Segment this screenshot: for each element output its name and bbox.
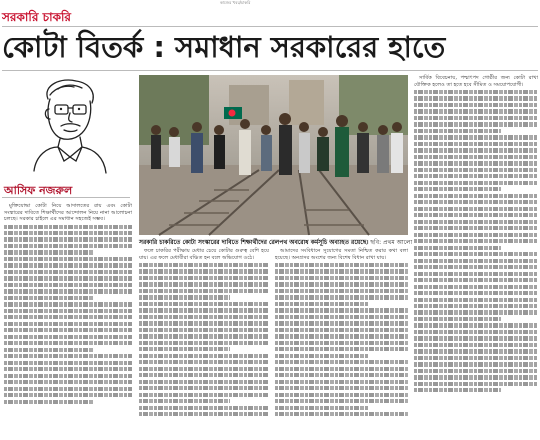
article-column-3: [275, 248, 408, 436]
photo-caption: [139, 237, 413, 248]
headline-divider: [2, 70, 538, 71]
column-2-intro: ফলে চাকরির পরীক্ষায় মেধার চেয়ে কোটার গুরুত্ব বেশি হয়ে যায়। এর ফলে মেধাবীরা বঞ্চিত হন বলে অভিযোগ ওঠে।: [139, 248, 269, 261]
article-column-2: [139, 248, 269, 436]
page-top-strip: [0, 0, 540, 6]
column-3-intro: আমাদের সংবিধানে সুযোগের সমতা নিশ্চিত করার কথা বলা হয়েছে। অনগ্রসর অংশের জন্য বিশেষ বিধান রাখা যায়।: [275, 248, 408, 261]
column-1-body: [4, 225, 132, 404]
column-2-body: [139, 263, 269, 416]
article-column-4: [414, 75, 538, 436]
column-1-intro: মুক্তিযোদ্ধা কোটা নিয়ে আদালতের রায় এবং কোটা সংস্কারের দাবিতে শিক্ষার্থীদের আন্দোলন নিয়ে নানা আলোচনা চলছে। সরকার চাইলে এর সমাধান সহজেই সম্ভব।: [4, 203, 132, 222]
news-photo: [139, 75, 408, 235]
column-4-body: [414, 90, 538, 392]
author-name: আসিফ নজরুল: [4, 184, 73, 197]
section-label: সরকারি চাকরি: [2, 10, 71, 24]
column-4-intro: সার্বিক বিবেচনায়, পশ্চাৎপদ গোষ্ঠীর জন্য কোটা রাখা যৌক্তিক হলেও তা হতে হবে সীমিত ও সময়োপযোগী।: [414, 75, 538, 88]
article-column-1: [4, 203, 132, 436]
caption-text: সরকারি চাকরিতে কোটা সংস্কারের দাবিতে শিক্ষার্থীদের রেলপথ অবরোধ কর্মসূচি অব্যাহত রয়েছে।: [139, 239, 369, 246]
section-divider: [2, 26, 538, 27]
page-marker: কাজের খবর/চাকরি: [220, 0, 251, 5]
author-divider: [2, 197, 130, 198]
caption-credit: ছবি: প্রথম আলো: [370, 239, 413, 246]
author-caricature: [4, 75, 124, 179]
column-3-body: [275, 263, 408, 416]
headline: কোটা বিতর্ক : সমাধান সরকারের হাতে: [2, 30, 446, 64]
